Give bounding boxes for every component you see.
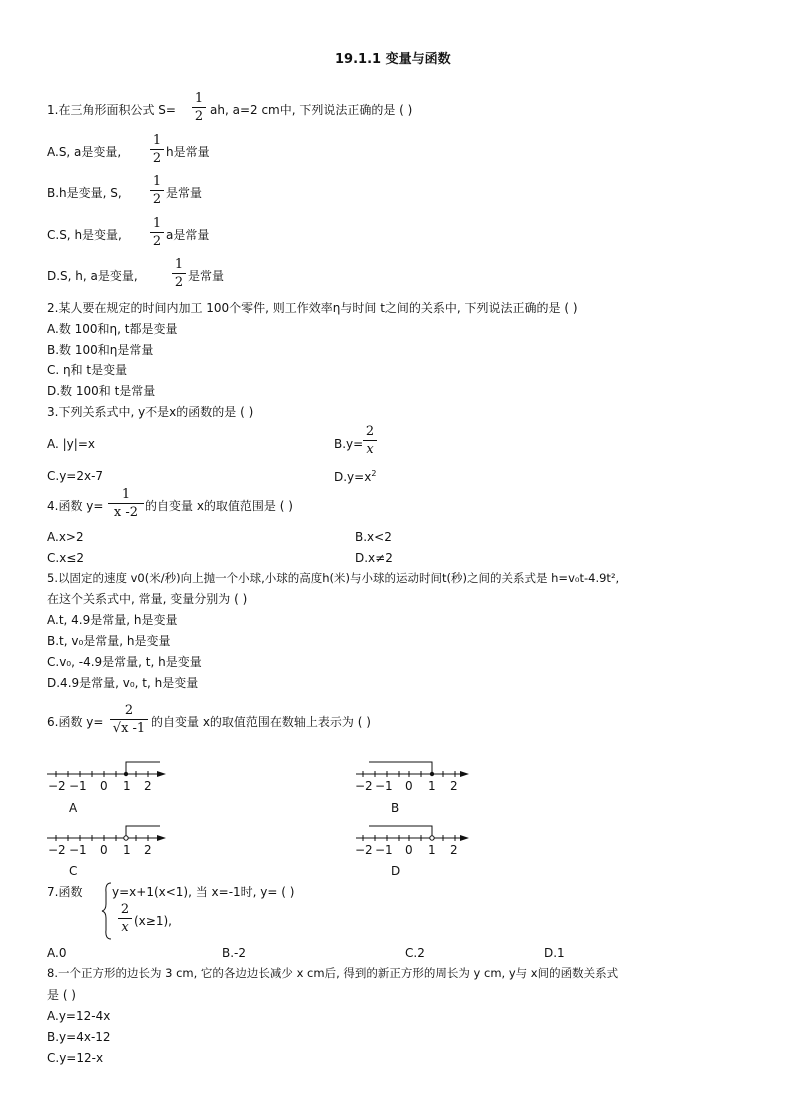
q1-option-a-fraction: 1 2 bbox=[150, 134, 164, 165]
q3-option-b-fraction: 2 x bbox=[363, 425, 377, 456]
q5-option-d: D.4.9是常量, v₀, t, h是变量 bbox=[47, 676, 199, 690]
axis-label: −1 bbox=[375, 779, 393, 793]
q3-option-d bbox=[334, 470, 376, 483]
q1-option-c: C.S, h是变量, bbox=[47, 228, 122, 242]
axis-label: 1 bbox=[428, 843, 436, 857]
axis-label: 1 bbox=[428, 779, 436, 793]
q6-stem-start: 6.函数 y= bbox=[47, 715, 104, 729]
q1-option-c-end: a是常量 bbox=[166, 228, 210, 242]
q5-stem-line2: 在这个关系式中, 常量, 变量分别为 ( ) bbox=[47, 592, 248, 606]
q8-option-a: A.y=12-4x bbox=[47, 1009, 111, 1023]
q8-stem-line2: 是 ( ) bbox=[47, 988, 76, 1002]
axis-label: −2 bbox=[48, 779, 66, 793]
q2-option-a: A.数 100和η, t都是变量 bbox=[47, 322, 178, 336]
q1-option-d: D.S, h, a是变量, bbox=[47, 269, 138, 283]
axis-label: −1 bbox=[69, 779, 87, 793]
q4-stem-start: 4.函数 y= bbox=[47, 499, 104, 513]
q6-stem-fraction: 2 √x -1 bbox=[110, 704, 148, 735]
axis-label: 2 bbox=[144, 843, 152, 857]
q8-stem-line1: 8.一个正方形的边长为 3 cm, 它的各边边长减少 x cm后, 得到的新正方形的周长为 y cm, y与 x间的函数关系式 bbox=[47, 966, 619, 980]
q1-option-b-end: 是常量 bbox=[166, 186, 203, 200]
q5-option-a: A.t, 4.9是常量, h是变量 bbox=[47, 613, 178, 627]
q3-option-c: C.y=2x-7 bbox=[47, 469, 104, 483]
axis-label: 0 bbox=[405, 843, 413, 857]
q2-option-b: B.数 100和η是常量 bbox=[47, 343, 154, 357]
q5-option-b: B.t, v₀是常量, h是变量 bbox=[47, 634, 171, 648]
q1-option-b-fraction: 1 2 bbox=[150, 175, 164, 206]
q6-option-a: A bbox=[69, 801, 78, 815]
q1-option-d-end: 是常量 bbox=[188, 269, 225, 283]
q2-stem: 2.某人要在规定的时间内加工 100个零件, 则工作效率η与时间 t之间的关系中, 下列说法正确的是 ( ) bbox=[47, 301, 578, 315]
q1-stem-fraction: 1 2 bbox=[192, 92, 206, 123]
q8-option-c: C.y=12-x bbox=[47, 1051, 104, 1065]
axis-label: 0 bbox=[100, 843, 108, 857]
number-line-a bbox=[44, 758, 169, 794]
number-line-c bbox=[44, 822, 169, 858]
q1-stem-start: 1.在三角形面积公式 S= bbox=[47, 103, 176, 117]
q6-option-c: C bbox=[69, 864, 78, 878]
axis-label: 1 bbox=[123, 843, 131, 857]
q3-stem: 3.下列关系式中, y不是x的函数的是 ( ) bbox=[47, 405, 254, 419]
q8-option-b: B.y=4x-12 bbox=[47, 1030, 111, 1044]
q7-case1: y=x+1(x<1), 当 x=-1时, y= ( ) bbox=[112, 885, 295, 899]
page-title: 19.1.1 变量与函数 bbox=[335, 52, 451, 67]
q6-option-d: D bbox=[391, 864, 401, 878]
q7-option-d: D.1 bbox=[544, 946, 565, 960]
axis-label: 0 bbox=[405, 779, 413, 793]
q3-option-b: B.y= bbox=[334, 437, 364, 451]
axis-label: 1 bbox=[123, 779, 131, 793]
q4-option-d: D.x≠2 bbox=[355, 551, 393, 565]
q1-stem-end: ah, a=2 cm中, 下列说法正确的是 ( ) bbox=[210, 103, 413, 117]
q3-option-d-text: D.y=x bbox=[334, 470, 372, 484]
q7-option-a: A.0 bbox=[47, 946, 67, 960]
axis-label: 2 bbox=[450, 843, 458, 857]
q7-stem-start: 7.函数 bbox=[47, 885, 83, 899]
q1-option-a: A.S, a是变量, bbox=[47, 145, 122, 159]
q5-stem-line1: 5.以固定的速度 v0(米/秒)向上抛一个小球,小球的高度h(米)与小球的运动时间t(秒)之间的关系式是 h=v₀t-4.9t², bbox=[47, 571, 620, 585]
q4-stem-fraction: 1 x -2 bbox=[108, 488, 144, 519]
q4-option-c: C.x≤2 bbox=[47, 551, 84, 565]
q1-option-a-end: h是常量 bbox=[166, 145, 210, 159]
axis-label: −1 bbox=[375, 843, 393, 857]
number-line-b bbox=[353, 758, 478, 794]
q6-option-b: B bbox=[391, 801, 400, 815]
q3-option-a: A. |y|=x bbox=[47, 437, 95, 451]
number-line-d bbox=[353, 822, 478, 858]
q7-option-c: C.2 bbox=[405, 946, 425, 960]
q2-option-c: C. η和 t是变量 bbox=[47, 363, 128, 377]
q5-option-c: C.v₀, -4.9是常量, t, h是变量 bbox=[47, 655, 202, 669]
q4-stem-end: 的自变量 x的取值范围是 ( ) bbox=[145, 499, 293, 513]
axis-label: 2 bbox=[144, 779, 152, 793]
q7-option-b: B.-2 bbox=[222, 946, 247, 960]
axis-label: −2 bbox=[48, 843, 66, 857]
q1-option-c-fraction: 1 2 bbox=[150, 217, 164, 248]
axis-label: 2 bbox=[450, 779, 458, 793]
axis-label: −1 bbox=[69, 843, 87, 857]
axis-label: −2 bbox=[355, 779, 373, 793]
q2-option-d: D.数 100和 t是常量 bbox=[47, 384, 156, 398]
q1-option-b: B.h是变量, S, bbox=[47, 186, 122, 200]
axis-label: −2 bbox=[355, 843, 373, 857]
q4-option-b: B.x<2 bbox=[355, 530, 392, 544]
q3-option-d-exponent: 2 bbox=[371, 469, 377, 478]
q1-option-d-fraction: 1 2 bbox=[172, 258, 186, 289]
q6-stem-end: 的自变量 x的取值范围在数轴上表示为 ( ) bbox=[151, 715, 371, 729]
q7-case2-fraction: 2 x bbox=[118, 903, 132, 934]
q4-option-a: A.x>2 bbox=[47, 530, 84, 544]
axis-label: 0 bbox=[100, 779, 108, 793]
q7-case2-condition: (x≥1), bbox=[134, 914, 172, 928]
